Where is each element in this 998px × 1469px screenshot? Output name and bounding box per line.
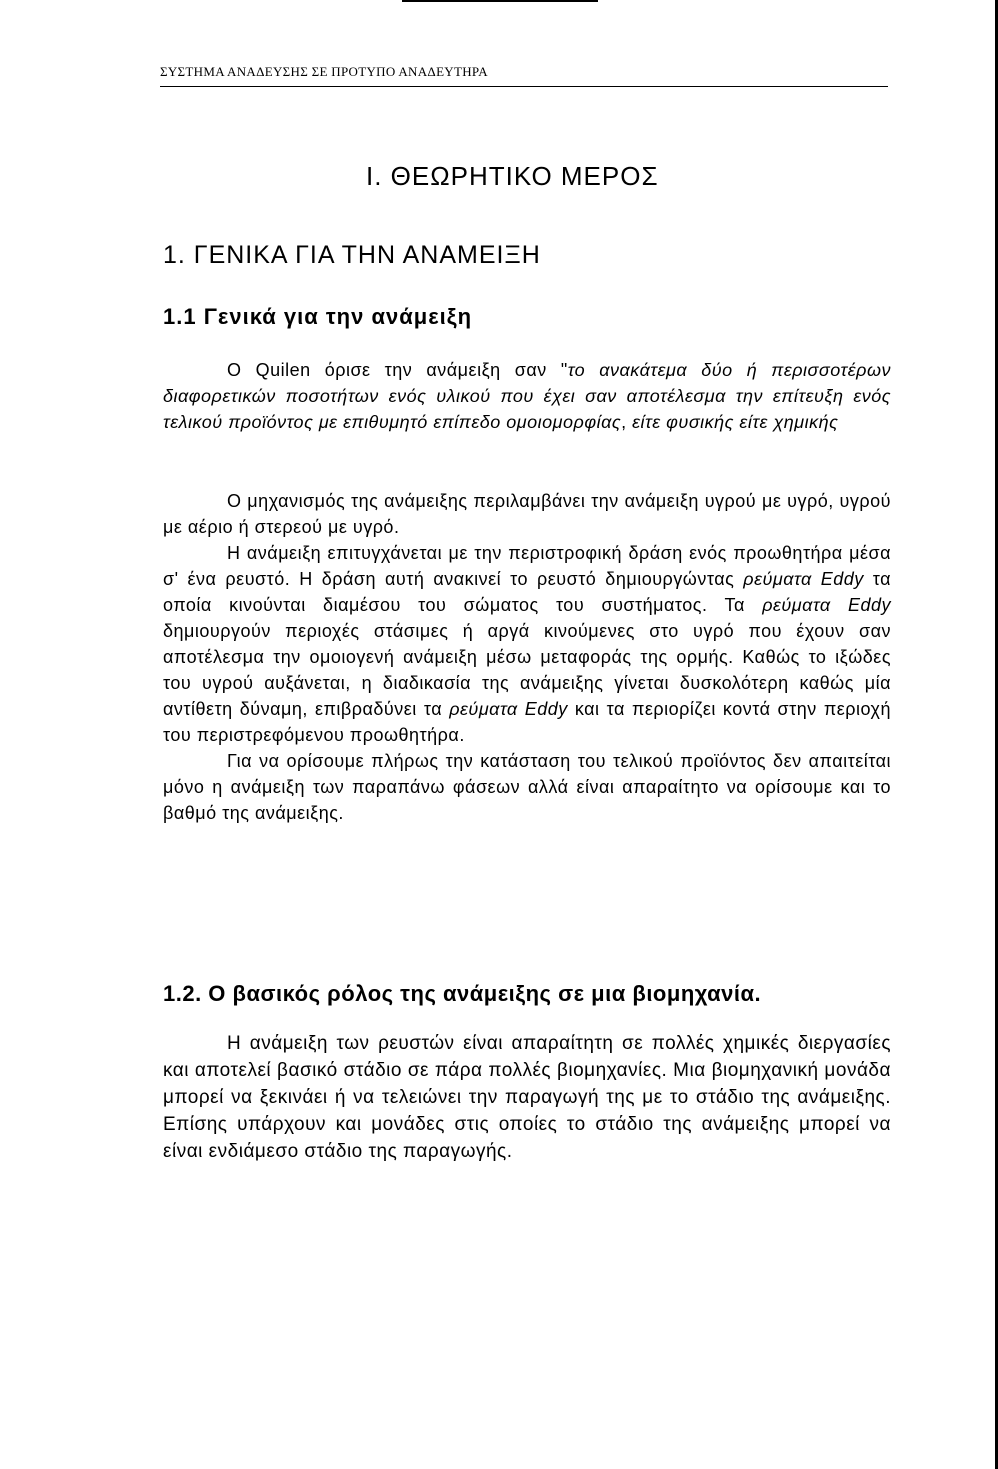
paragraph-industry: [163, 1030, 891, 1165]
subsection-title-2: 1.2. Ο βασικός ρόλος της ανάμειξης σε μια βιομηχανία.: [163, 981, 762, 1006]
text-run: Η ανάμειξη επιτυγχάνεται με την περιστροφική δράση ενός προωθητήρα μέσα σ' ένα ρευστό. Η δράση αυτή ανακινεί το ρευστό δημιουργώντας: [163, 543, 891, 589]
scan-top-edge: [402, 0, 598, 2]
text-run: δημιουργούν περιοχές στάσιμες ή αργά κινούμενες στο υγρό που έχουν σαν αποτέλεσμα την ομοιογενή ανάμειξη μέσω μεταφοράς της ορμής. Καθώς το ιξώδες του υγρού αυξάνεται, η διαδικασία της ανάμειξης γίνεται δυσκολότερη καθώς μία αντίθετη δύναμη, επιβραδύνει τα: [163, 621, 891, 719]
part-title: I. ΘΕΩΡΗΤΙΚΟ ΜΕΡΟΣ: [366, 161, 659, 191]
text-run: ,: [621, 412, 633, 432]
term-italic: ρεύματα Eddy: [743, 569, 864, 589]
text-run: και τα περιορίζει κοντά στην περιοχή του περιστρεφόμενου προωθητήρα.: [163, 699, 892, 745]
text-run: Ο Quilen όρισε την ανάμειξη σαν ": [227, 360, 568, 380]
text-run: τα οποία κινούνται διαμέσου του σώματος του συστήματος. Τα: [163, 569, 892, 615]
industry-text: Η ανάμειξη των ρευστών είναι απαραίτητη σε πολλές χημικές διεργασίες και αποτελεί βασικό στάδιο σε πάρα πολλές βιομηχανίες. Μια βιομηχανική μονάδα μπορεί να ξεκινάει ή να τελειώνει την παραγωγή της με το στάδιο της ανάμειξης. Επίσης υπάρχουν και μονάδες στις οποίες το στάδιο της ανάμειξης μπορεί να είναι ενδιάμεσο στάδιο της παραγωγής.: [163, 1033, 891, 1162]
section-title: 1. ΓΕΝΙΚΑ ΓΙΑ ΤΗΝ ΑΝΑΜΕΙΞΗ: [163, 241, 541, 269]
mechanism-text: Ο μηχανισμός της ανάμειξης περιλαμβάνει την ανάμειξη υγρού με υγρό, υγρού με αέριο ή στερεού με υγρό.: [163, 491, 891, 537]
paragraph-definition: [163, 357, 891, 435]
term-italic: ρεύματα Eddy: [449, 699, 568, 719]
subsection-title: 1.1 Γενικά για την ανάμειξη: [163, 304, 473, 329]
eddy-text: [163, 540, 891, 748]
definition-final-text: Για να ορίσουμε πλήρως την κατάσταση του τελικού προϊόντος δεν απαιτείται μόνο η ανάμειξη των παραπάνω φάσεων αλλά είναι απαραίτητο να ορίσουμε και το βαθμό της ανάμειξης.: [163, 751, 891, 823]
quote-italic: το ανακάτεμα δύο ή περισσοτέρων διαφορετικών ποσοτήτων ενός υλικού που έχει σαν αποτέλεσμα την επίτευξη ενός τελικού προϊόντος με επιθυμητό επίπεδο ομοιομορφίας: [163, 360, 891, 432]
definition-text: [163, 357, 891, 435]
paragraph-body: [163, 488, 891, 826]
term-italic: ρεύματα Eddy: [762, 595, 892, 615]
running-header: ΣΥΣΤΗΜΑ ΑΝΑΔΕΥΣΗΣ ΣΕ ΠΡΟΤΥΠΟ ΑΝΑΔΕΥΤΗΡΑ: [160, 64, 888, 87]
quote-italic: είτε φυσικής είτε χημικής: [632, 412, 839, 432]
